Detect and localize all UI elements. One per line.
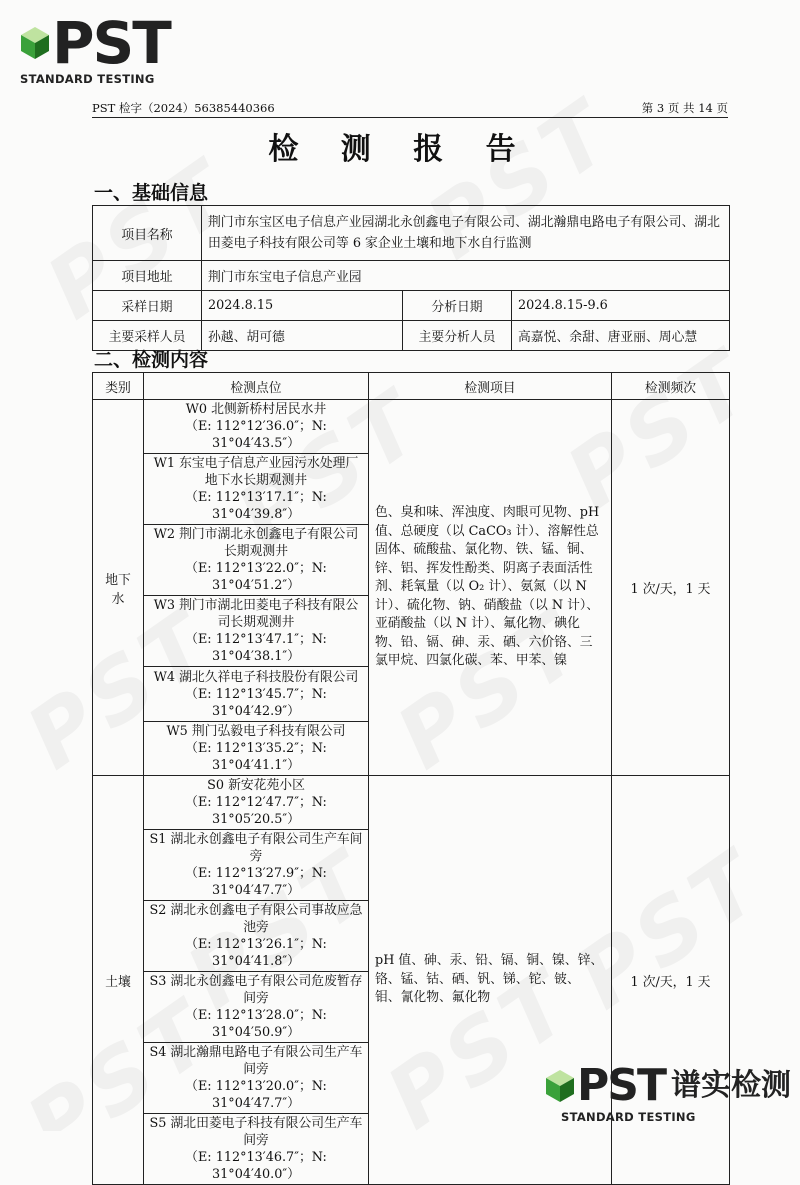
groundwater-freq: 1 次/天，1 天 [612, 400, 730, 776]
footer-logo-subtitle: STANDARD TESTING [561, 1110, 696, 1124]
point-cell [144, 901, 369, 972]
point-name: S5 湖北田菱电子科技有限公司生产车间旁 [149, 1116, 363, 1148]
table-row [93, 261, 730, 291]
point-coord: （E: 112°12′47.7″；N: 31°05′20.5″） [185, 795, 327, 827]
category-soil: 土壤 [93, 776, 144, 1185]
point-cell [144, 1043, 369, 1114]
header-rule [92, 117, 728, 118]
cube-logo-icon [545, 1069, 575, 1103]
point-coord: （E: 112°13′47.1″；N: 31°04′38.1″） [185, 632, 327, 664]
point-name: S4 湖北瀚鼎电路电子有限公司生产车间旁 [149, 1045, 363, 1077]
point-coord: （E: 112°13′45.7″；N: 31°04′42.9″） [185, 686, 327, 719]
analysts-label: 主要分析人员 [403, 321, 512, 351]
point-name: W4 湖北久祥电子科技股份有限公司 [153, 669, 359, 685]
sample-date-value: 2024.8.15 [202, 291, 403, 321]
point-cell [144, 454, 369, 525]
point-name: W5 荆门弘毅电子科技有限公司 [166, 724, 346, 739]
company-logo [20, 9, 170, 86]
point-cell [144, 776, 369, 830]
col-header-category: 类别 [93, 373, 144, 400]
footer-logo-cn: 谱实检测 [670, 1068, 791, 1103]
point-cell [144, 972, 369, 1043]
table-row [93, 206, 730, 261]
point-name: W3 荆门市湖北田菱电子科技有限公司长期观测井 [153, 598, 359, 630]
samplers-label: 主要采样人员 [93, 321, 202, 351]
col-header-point: 检测点位 [144, 373, 369, 400]
section-heading-basic-info: 一、基础信息 [94, 182, 209, 204]
page-info: 第 3 页 共 14 页 [641, 101, 728, 115]
point-name: W0 北侧新桥村居民水井 [185, 402, 327, 417]
logo-subtitle: STANDARD TESTING [20, 72, 155, 86]
footer-logo-text: PST [577, 1060, 665, 1111]
point-cell [144, 596, 369, 667]
basic-info-table [92, 205, 730, 351]
point-cell [144, 400, 369, 454]
project-name-label: 项目名称 [93, 206, 202, 261]
point-coord: （E: 112°13′35.2″；N: 31°04′41.1″） [185, 741, 327, 773]
logo-text: PST [52, 9, 170, 77]
sample-date-label: 采样日期 [93, 291, 202, 321]
point-name: S0 新安花苑小区 [207, 778, 305, 793]
point-coord: （E: 112°13′27.9″；N: 31°04′47.7″） [185, 866, 327, 898]
footer-logo [545, 1062, 795, 1124]
table-row [93, 776, 730, 830]
point-cell [144, 525, 369, 596]
point-coord: （E: 112°13′26.1″；N: 31°04′41.8″） [185, 937, 327, 969]
col-header-freq: 检测频次 [612, 373, 730, 400]
point-name: W1 东宝电子信息产业园污水处理厂地下水长期观测井 [153, 456, 359, 488]
table-header-row [93, 373, 730, 400]
samplers-value: 孙越、胡可德 [202, 321, 403, 351]
point-coord: （E: 112°12′36.0″；N: 31°04′43.5″） [185, 419, 327, 451]
groundwater-items: 色、臭和味、浑浊度、肉眼可见物、pH 值、总硬度（以 CaCO₃ 计）、溶解性总固体、硫酸盐、氯化物、铁、锰、铜、锌、铝、挥发性酚类、阴离子表面活性剂、耗氧量（以 O₂ 计）、氨氮（以 N 计）、硫化物、钠、硝酸盐（以 N 计）、亚硝酸盐（以 N 计）、氟化物、碘化物、铅、镉、砷、汞、硒、六价铬、三氯甲烷、四氯化碳、苯、甲苯、镍 [369, 400, 612, 776]
project-name-value: 荆门市东宝区电子信息产业园湖北永创鑫电子有限公司、湖北瀚鼎电路电子有限公司、湖北田菱电子科技有限公司等 6 家企业土壤和地下水自行监测 [202, 206, 730, 261]
point-coord: （E: 112°13′17.1″；N: 31°04′39.8″） [185, 490, 327, 522]
analysis-date-value: 2024.8.15-9.6 [512, 291, 730, 321]
page-title: 检 测 报 告 [268, 132, 532, 167]
point-name: S2 湖北永创鑫电子有限公司事故应急池旁 [149, 903, 363, 935]
analysis-date-label: 分析日期 [403, 291, 512, 321]
analysts-value: 高嘉悦、余甜、唐亚丽、周心慧 [512, 321, 730, 351]
point-cell [144, 830, 369, 901]
section-heading-test-content: 二、检测内容 [94, 349, 209, 371]
category-groundwater: 地下水 [93, 400, 144, 776]
point-cell [144, 722, 369, 776]
point-coord: （E: 112°13′28.0″；N: 31°04′50.9″） [185, 1008, 327, 1040]
report-number: PST 检字（2024）56385440366 [92, 101, 275, 115]
point-cell [144, 1114, 369, 1185]
project-addr-value: 荆门市东宝电子信息产业园 [202, 261, 730, 291]
point-coord: （E: 112°13′46.7″；N: 31°04′40.0″） [185, 1150, 327, 1182]
project-addr-label: 项目地址 [93, 261, 202, 291]
soil-items: pH 值、砷、汞、铅、镉、铜、镍、锌、铬、锰、钴、硒、钒、锑、铊、铍、钼、氰化物、氟化物 [369, 776, 612, 1185]
table-row [93, 291, 730, 321]
table-row [93, 400, 730, 454]
point-coord: （E: 112°13′20.0″；N: 31°04′47.7″） [185, 1079, 327, 1111]
col-header-items: 检测项目 [369, 373, 612, 400]
soil-freq: 1 次/天，1 天 [612, 776, 730, 1185]
point-name: S1 湖北永创鑫电子有限公司生产车间旁 [149, 832, 363, 864]
cube-logo-icon [20, 26, 50, 60]
point-coord: （E: 112°13′22.0″；N: 31°04′51.2″） [185, 561, 327, 593]
point-cell [144, 667, 369, 722]
point-name: W2 荆门市湖北永创鑫电子有限公司长期观测井 [153, 527, 359, 559]
point-name: S3 湖北永创鑫电子有限公司危废暂存间旁 [149, 974, 363, 1006]
